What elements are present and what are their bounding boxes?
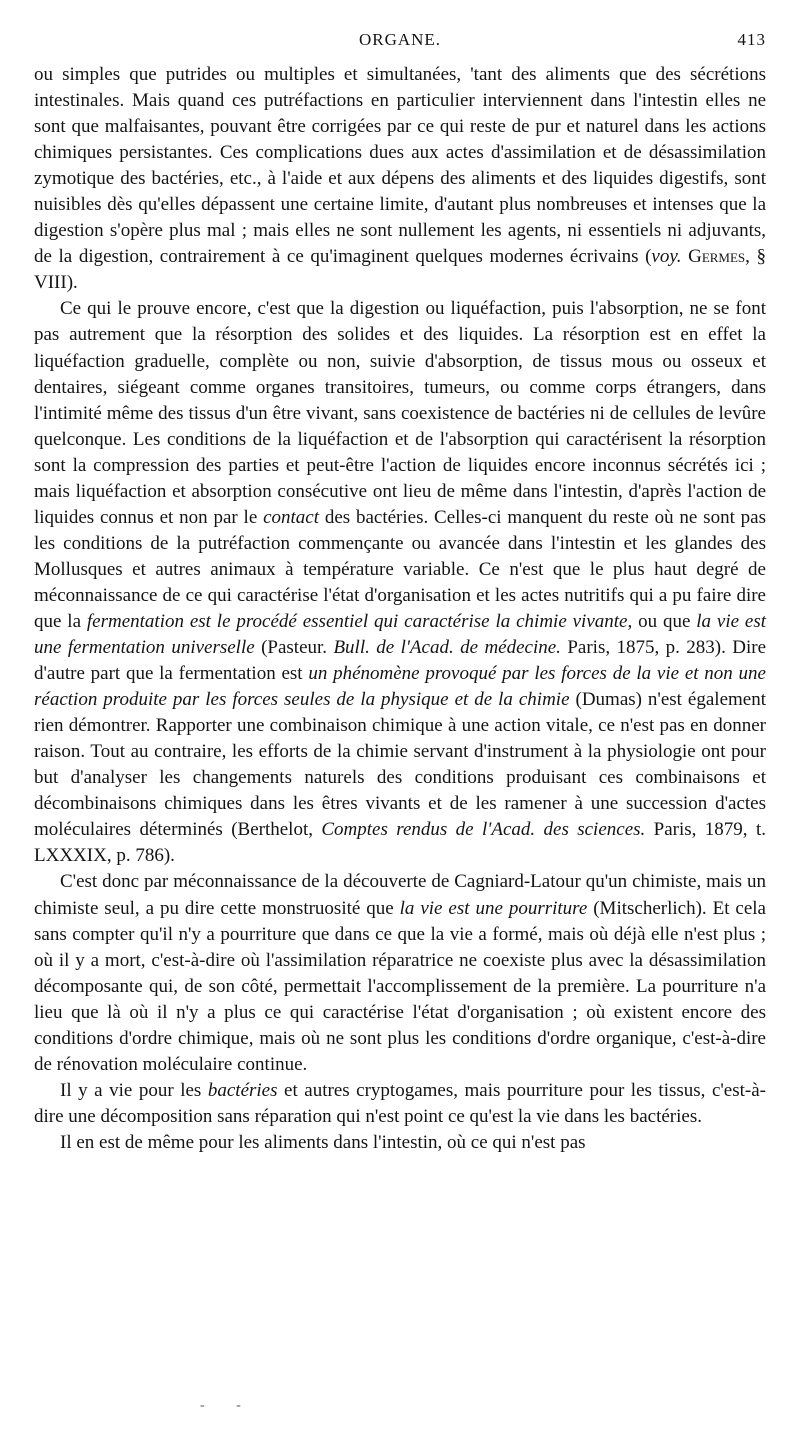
page-number: 413	[737, 30, 766, 49]
footer-marks: - -	[200, 1398, 255, 1413]
paragraph	[34, 1130, 766, 1156]
italic-text: fermentation est le procédé essentiel qui caractérise la chimie vivante,	[86, 610, 633, 632]
text-run: ou simples que putrides ou multiples et simultanées, 'tant des aliments que des sécrétions intestinales. Mais quand ces putréfactions en particulier interviennent dans l'intestin elles ne sont que malfaisantes, pouvant être corrigées par ce qui reste de pur et naturel dans les actions chimiques persistantes. Ces complications dues aux actes d'assimilation et de désassimilation zymotique des bactéries, etc., à l'aide et aux dépens des aliments et des liquides digestifs, sont nuisibles dès qu'elles dépassent une certaine limite, d'autant plus nombreuses et intenses que la digestion s'opère plus mal ; mais elles ne sont nullement les agents, ni essentiels ni adjuvants, de la digestion, contrairement à ce qu'imaginent quelques modernes écrivains (	[34, 64, 766, 268]
text-run: et autres cryptogames, mais pourriture pour les tissus, c'est-à-dire une décomposition sans réparation qui n'est point ce qu'est la vie dans les bactéries.	[34, 1079, 766, 1127]
italic-text: voy.	[651, 246, 682, 268]
italic-text: bactéries	[207, 1079, 278, 1101]
paragraph	[34, 1078, 766, 1130]
text-run: ou que	[632, 610, 697, 632]
running-title: ORGANE.	[358, 30, 442, 49]
text-run: Paris, 1879, t. LXXXIX, p. 786).	[34, 819, 766, 867]
text-run: , § VIII).	[34, 246, 767, 294]
paragraph	[34, 296, 766, 869]
paragraph	[34, 869, 766, 1077]
text-run: Paris, 1875, p. 283). Dire d'autre part que la fermentation est	[34, 637, 767, 685]
text-run: (Pasteur.	[254, 637, 334, 659]
text-run: des bactéries. Celles-ci manquent du reste où ne sont pas les conditions de la putréfaction commençante ou avancée dans l'intestin et les glandes des Mollusques et autres animaux à température variable. Ce n'est que le plus haut degré de méconnaissance de ce qui caractérise l'état d'organisation et les actes nutritifs qui a pu faire dire que la	[34, 506, 766, 632]
text-run: C'est donc par méconnaissance de la découverte de Cagniard-Latour qu'un chimiste, mais un chimiste seul, a pu dire cette monstruosité que	[34, 871, 766, 919]
document-page	[34, 30, 766, 1156]
text-run: Ce qui le prouve encore, c'est que la digestion ou liquéfaction, puis l'absorption, ne se font pas autrement que la résorption des solides et des liquides. La résorption est en effet la liquéfaction graduelle, complète ou non, suivie d'absorption, de tissus mous ou osseux et dentaires, siégeant comme organes transitoires, tumeurs, ou comme corps étrangers, dans l'intimité même des tissus d'un être vivant, sans coexistence de bactéries ni de cellules de levûre quelconque. Les conditions de la liquéfaction et de l'absorption qui caractérisent la résorption sont la compression des parties et peut-être l'action de liquides encore inconnus sécrétés ici ; mais liquéfaction et absorption consécutive ont lieu de même dans l'intestin, d'après l'action de liquides connus et non par le	[34, 298, 766, 528]
text-run: Il y a vie pour les	[60, 1079, 208, 1101]
italic-text: la vie est une pourriture	[399, 897, 588, 919]
italic-text: Bull. de l'Acad. de médecine.	[333, 637, 561, 659]
body-text	[34, 62, 766, 1156]
italic-text: contact	[263, 506, 319, 528]
text-run: (Mitscherlich). Et cela sans compter qu'il n'y a pourriture que dans ce que la vie a formé, mais où déjà elle n'est plus ; où il y a mort, c'est-à-dire où l'assimilation réparatrice ne coexiste plus avec la désassimilation décomposante qui, de son côté, permettait l'accomplissement de la première. La pourriture n'a lieu que là où il n'y a plus ce qui caractérise l'état d'organisation ; où existent encore des conditions d'ordre chimique, mais où ne sont plus les conditions d'ordre organique, c'est-à-dire de rénovation moléculaire continue.	[34, 897, 766, 1075]
italic-text: un phénomène provoqué par les forces de la vie et non une réaction produite par les forces seules de la physique et de la chimie	[34, 663, 766, 711]
running-header	[34, 30, 766, 56]
paragraph	[34, 62, 766, 296]
text-run: Il en est de même pour les aliments dans l'intestin, où ce qui n'est pas	[60, 1131, 586, 1153]
small-caps-text: Germes	[688, 246, 746, 268]
italic-text: Comptes rendus de l'Acad. des sciences.	[321, 819, 646, 841]
italic-text: la vie est une fermentation universelle	[34, 610, 767, 659]
text-run: (Dumas) n'est également rien démontrer. Rapporter une combinaison chimique à une action vitale, ce n'est pas en donner raison. Tout au contraire, les efforts de la chimie servant d'instrument à la physiologie ont pour but d'analyser les changements naturels des conditions produisant ces combinaisons et décombinaisons chimiques dans les êtres vivants et de les ramener à une succession d'actes moléculaires déterminés (Berthelot,	[34, 689, 766, 841]
